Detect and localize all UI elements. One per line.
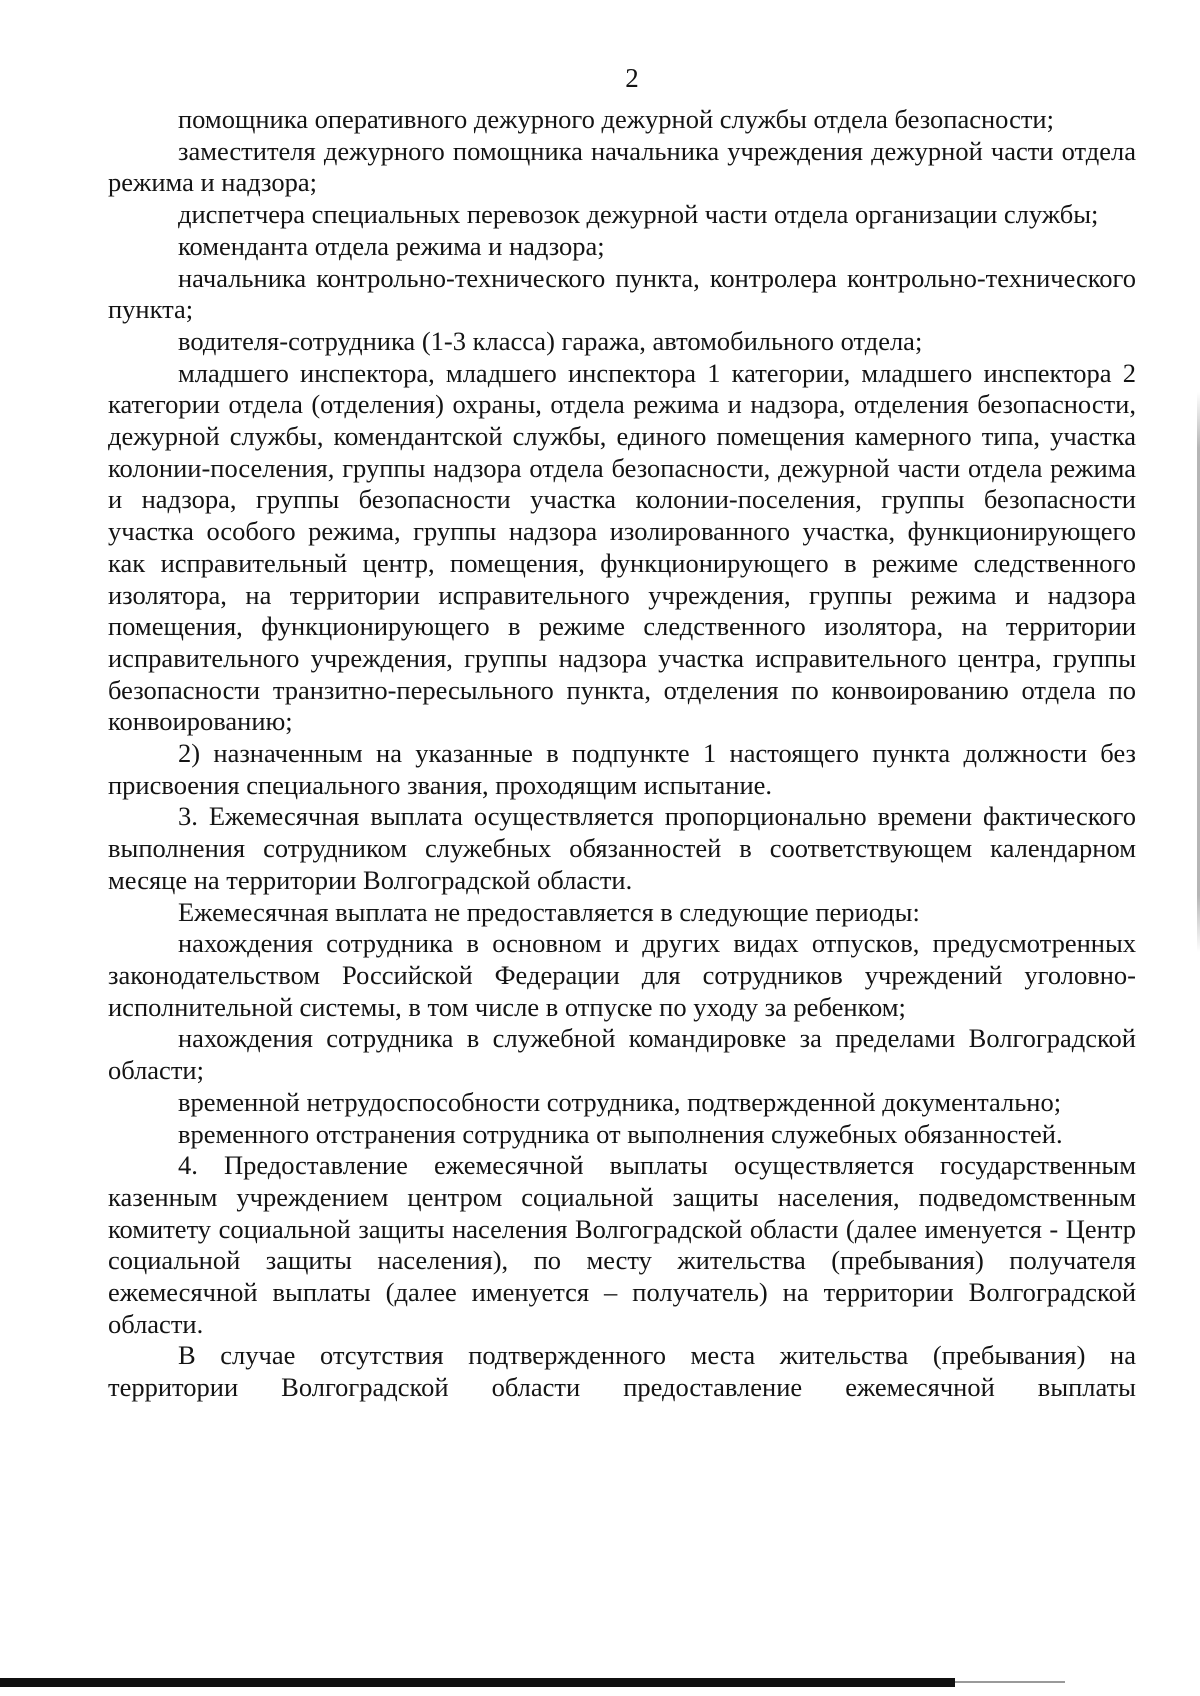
paragraph-suspension: временного отстранения сотрудника от выполнения служебных обязанностей. — [178, 1118, 1063, 1149]
paragraph-section-4: 4. Предоставление ежемесячной выплаты осуществляется государственным казенным учреждением центром социальной защиты населения, подведомственным комитету социальной защиты населения Волгоградской области (далее именуется - Центр социальной защиты населения), по месту жительства (пребывания) получателя ежемесячной выплаты (далее именуется – получатель) на территории Волгоградской области. — [108, 1150, 1136, 1339]
paragraph-checkpoint-chief: начальника контрольно-технического пункта, контролера контрольно-технического пункта; — [108, 262, 1136, 325]
paragraph-vacation: нахождения сотрудника в основном и других видах отпусков, предусмотренных законодательством Российской Федерации для сотрудников учреждений уголовно-исполнительной системы, в том числе в отпуске по уходу за ребенком; — [108, 928, 1136, 1022]
paragraph-assistant-duty-officer: помощника оперативного дежурного дежурной службы отдела безопасности; — [178, 104, 1054, 134]
paragraph-not-provided: Ежемесячная выплата не предоставляется в следующие периоды: — [178, 896, 920, 927]
paragraph-disability: временной нетрудоспособности сотрудника, подтвержденной документально; — [178, 1086, 1062, 1117]
paragraph-commandant: коменданта отдела режима и надзора; — [178, 230, 605, 261]
paragraph-no-residence: В случае отсутствия подтвержденного места жительства (пребывания) на территории Волгоградской области предоставление ежемесячной выплаты — [108, 1340, 1136, 1403]
paragraph-driver: водителя-сотрудника (1-3 класса) гаража, автомобильного отдела; — [178, 325, 923, 356]
bottom-scan-border — [0, 1678, 955, 1687]
document-body — [108, 104, 1136, 1404]
paragraph-business-trip: нахождения сотрудника в служебной командировке за пределами Волгоградской области; — [108, 1023, 1136, 1086]
paragraph-section-3: 3. Ежемесячная выплата осуществляется пропорционально времени фактического выполнения сотрудником служебных обязанностей в соответствующем календарном месяце на территории Волгоградской области. — [108, 801, 1136, 895]
paragraph-dispatcher: диспетчера специальных перевозок дежурной части отдела организации службы; — [178, 199, 1099, 230]
paragraph-junior-inspector: младшего инспектора, младшего инспектора 1 категории, младшего инспектора 2 категории отдела (отделения) охраны, отдела режима и надзора, отделения безопасности, дежурной службы, комендантской службы, единого помещения камерного типа, участка колонии-поселения, группы надзора отдела безопасности, дежурной части отдела режима и надзора, группы безопасности участка колонии-поселения, группы безопасности участка особого режима, группы надзора изолированного участка, функционирующего как исправительный центр, помещения, функционирующего в режиме следственного изолятора, на территории исправительного учреждения, группы режима и надзора помещения, функционирующего в режиме следственного изолятора, на территории исправительного учреждения, группы надзора участка исправительного центра, группы безопасности транзитно-пересыльного пункта, отделения по конвоированию отдела по конвоированию; — [108, 357, 1136, 737]
bottom-scan-border-tail — [955, 1681, 1065, 1683]
page-number: 2 — [625, 63, 639, 93]
paragraph-item-2: 2) назначенным на указанные в подпункте 1 настоящего пункта должности без присвоения специального звания, проходящим испытание. — [108, 738, 1136, 800]
paragraph-deputy-duty-assistant: заместителя дежурного помощника начальника учреждения дежурной части отдела режима и надзора; — [108, 135, 1136, 198]
